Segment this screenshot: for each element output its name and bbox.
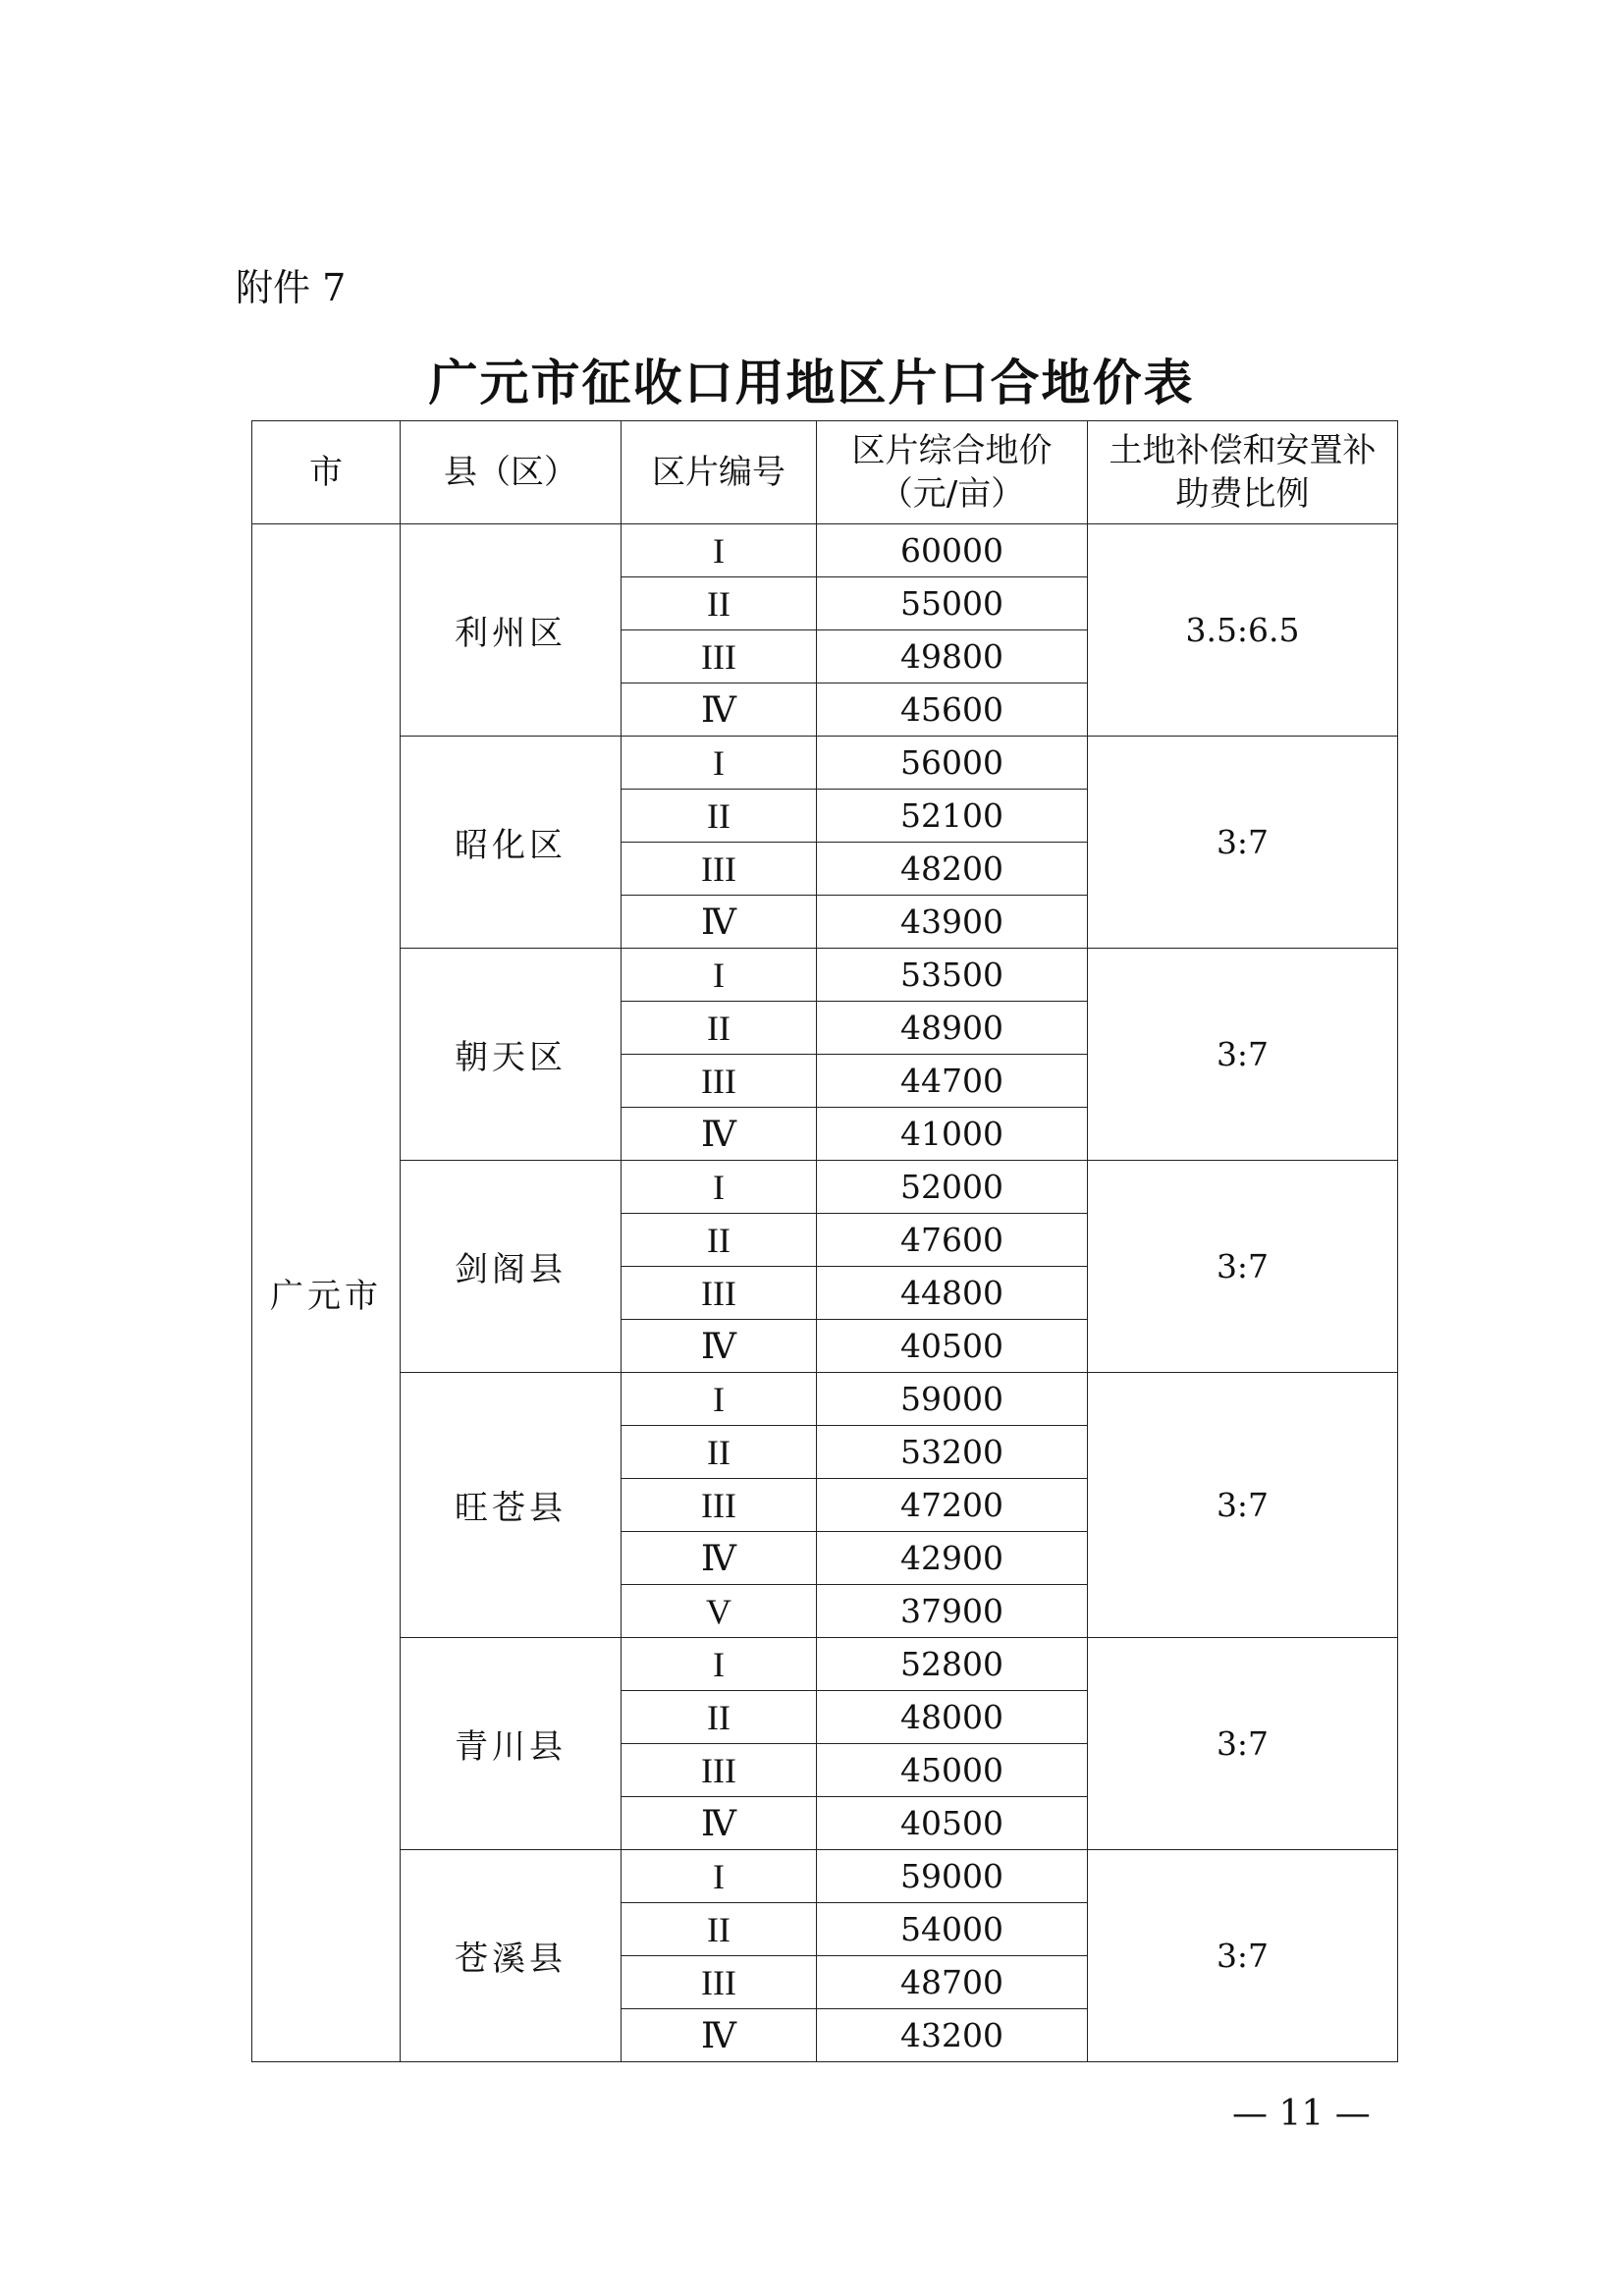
price-cell: 43900 <box>817 896 1088 949</box>
ratio-cell: 3:7 <box>1088 1373 1398 1638</box>
price-cell: 55000 <box>817 577 1088 630</box>
zone-id-cell: I <box>622 737 817 790</box>
header-price <box>817 421 1088 524</box>
price-cell: 59000 <box>817 1850 1088 1903</box>
land-price-table <box>251 420 1398 2062</box>
zone-id-cell: Ⅳ <box>622 1108 817 1161</box>
price-cell: 43200 <box>817 2009 1088 2062</box>
table-row <box>252 1161 1398 1214</box>
zone-id-cell: Ⅳ <box>622 1320 817 1373</box>
city-cell: 广元市 <box>252 524 401 2062</box>
price-cell: 37900 <box>817 1585 1088 1638</box>
zone-id-cell: III <box>622 1956 817 2009</box>
price-cell: 48200 <box>817 843 1088 896</box>
county-cell: 苍溪县 <box>401 1850 622 2062</box>
price-cell: 48900 <box>817 1002 1088 1055</box>
zone-id-cell: III <box>622 1267 817 1320</box>
table-row <box>252 949 1398 1002</box>
county-cell: 青川县 <box>401 1638 622 1850</box>
price-cell: 52100 <box>817 790 1088 843</box>
county-cell: 旺苍县 <box>401 1373 622 1638</box>
price-cell: 56000 <box>817 737 1088 790</box>
table-body <box>252 524 1398 2062</box>
header-ratio-line1: 土地补偿和安置补 <box>1109 431 1377 470</box>
zone-id-cell: II <box>622 1214 817 1267</box>
price-cell: 47200 <box>817 1479 1088 1532</box>
table-row <box>252 1373 1398 1426</box>
zone-id-cell: III <box>622 843 817 896</box>
price-cell: 53200 <box>817 1426 1088 1479</box>
price-cell: 60000 <box>817 524 1088 577</box>
table-header-row <box>252 421 1398 524</box>
zone-id-cell: II <box>622 1002 817 1055</box>
county-cell: 剑阁县 <box>401 1161 622 1373</box>
ratio-cell: 3:7 <box>1088 949 1398 1161</box>
attachment-label: 附件 7 <box>236 266 347 309</box>
zone-id-cell: III <box>622 1055 817 1108</box>
zone-id-cell: Ⅳ <box>622 2009 817 2062</box>
header-price-line2: （元/亩） <box>879 474 1025 514</box>
zone-id-cell: I <box>622 1638 817 1691</box>
zone-id-cell: I <box>622 949 817 1002</box>
header-city: 市 <box>252 421 401 524</box>
price-cell: 53500 <box>817 949 1088 1002</box>
price-cell: 45000 <box>817 1744 1088 1797</box>
zone-id-cell: Ⅳ <box>622 683 817 737</box>
zone-id-cell: II <box>622 1691 817 1744</box>
ratio-cell: 3:7 <box>1088 1638 1398 1850</box>
ratio-cell: 3:7 <box>1088 737 1398 949</box>
page-number: — 11 — <box>1232 2094 1371 2134</box>
header-ratio-line2: 助费比例 <box>1175 474 1310 514</box>
header-county: 县（区） <box>401 421 622 524</box>
header-ratio <box>1088 421 1398 524</box>
table-row <box>252 1850 1398 1903</box>
page-title: 广元市征收口用地区片口合地价表 <box>428 355 1195 411</box>
county-cell: 朝天区 <box>401 949 622 1161</box>
price-cell: 48700 <box>817 1956 1088 2009</box>
price-cell: 47600 <box>817 1214 1088 1267</box>
zone-id-cell: III <box>622 1479 817 1532</box>
header-zone-id: 区片编号 <box>622 421 817 524</box>
price-cell: 44800 <box>817 1267 1088 1320</box>
table-row <box>252 1638 1398 1691</box>
zone-id-cell: I <box>622 1161 817 1214</box>
price-cell: 42900 <box>817 1532 1088 1585</box>
zone-id-cell: II <box>622 1903 817 1956</box>
zone-id-cell: V <box>622 1585 817 1638</box>
ratio-cell: 3.5:6.5 <box>1088 524 1398 737</box>
price-cell: 44700 <box>817 1055 1088 1108</box>
ratio-cell: 3:7 <box>1088 1850 1398 2062</box>
county-cell: 昭化区 <box>401 737 622 949</box>
table-row <box>252 737 1398 790</box>
zone-id-cell: II <box>622 1426 817 1479</box>
price-cell: 41000 <box>817 1108 1088 1161</box>
price-cell: 52800 <box>817 1638 1088 1691</box>
zone-id-cell: Ⅳ <box>622 896 817 949</box>
price-cell: 54000 <box>817 1903 1088 1956</box>
zone-id-cell: I <box>622 1373 817 1426</box>
price-cell: 59000 <box>817 1373 1088 1426</box>
zone-id-cell: III <box>622 630 817 683</box>
price-cell: 45600 <box>817 683 1088 737</box>
zone-id-cell: I <box>622 524 817 577</box>
zone-id-cell: II <box>622 577 817 630</box>
zone-id-cell: I <box>622 1850 817 1903</box>
price-cell: 40500 <box>817 1797 1088 1850</box>
zone-id-cell: Ⅳ <box>622 1532 817 1585</box>
price-cell: 48000 <box>817 1691 1088 1744</box>
price-cell: 52000 <box>817 1161 1088 1214</box>
zone-id-cell: III <box>622 1744 817 1797</box>
table-row <box>252 524 1398 577</box>
ratio-cell: 3:7 <box>1088 1161 1398 1373</box>
zone-id-cell: Ⅳ <box>622 1797 817 1850</box>
zone-id-cell: II <box>622 790 817 843</box>
header-price-line1: 区片综合地价 <box>851 431 1053 470</box>
price-cell: 40500 <box>817 1320 1088 1373</box>
price-cell: 49800 <box>817 630 1088 683</box>
county-cell: 利州区 <box>401 524 622 737</box>
